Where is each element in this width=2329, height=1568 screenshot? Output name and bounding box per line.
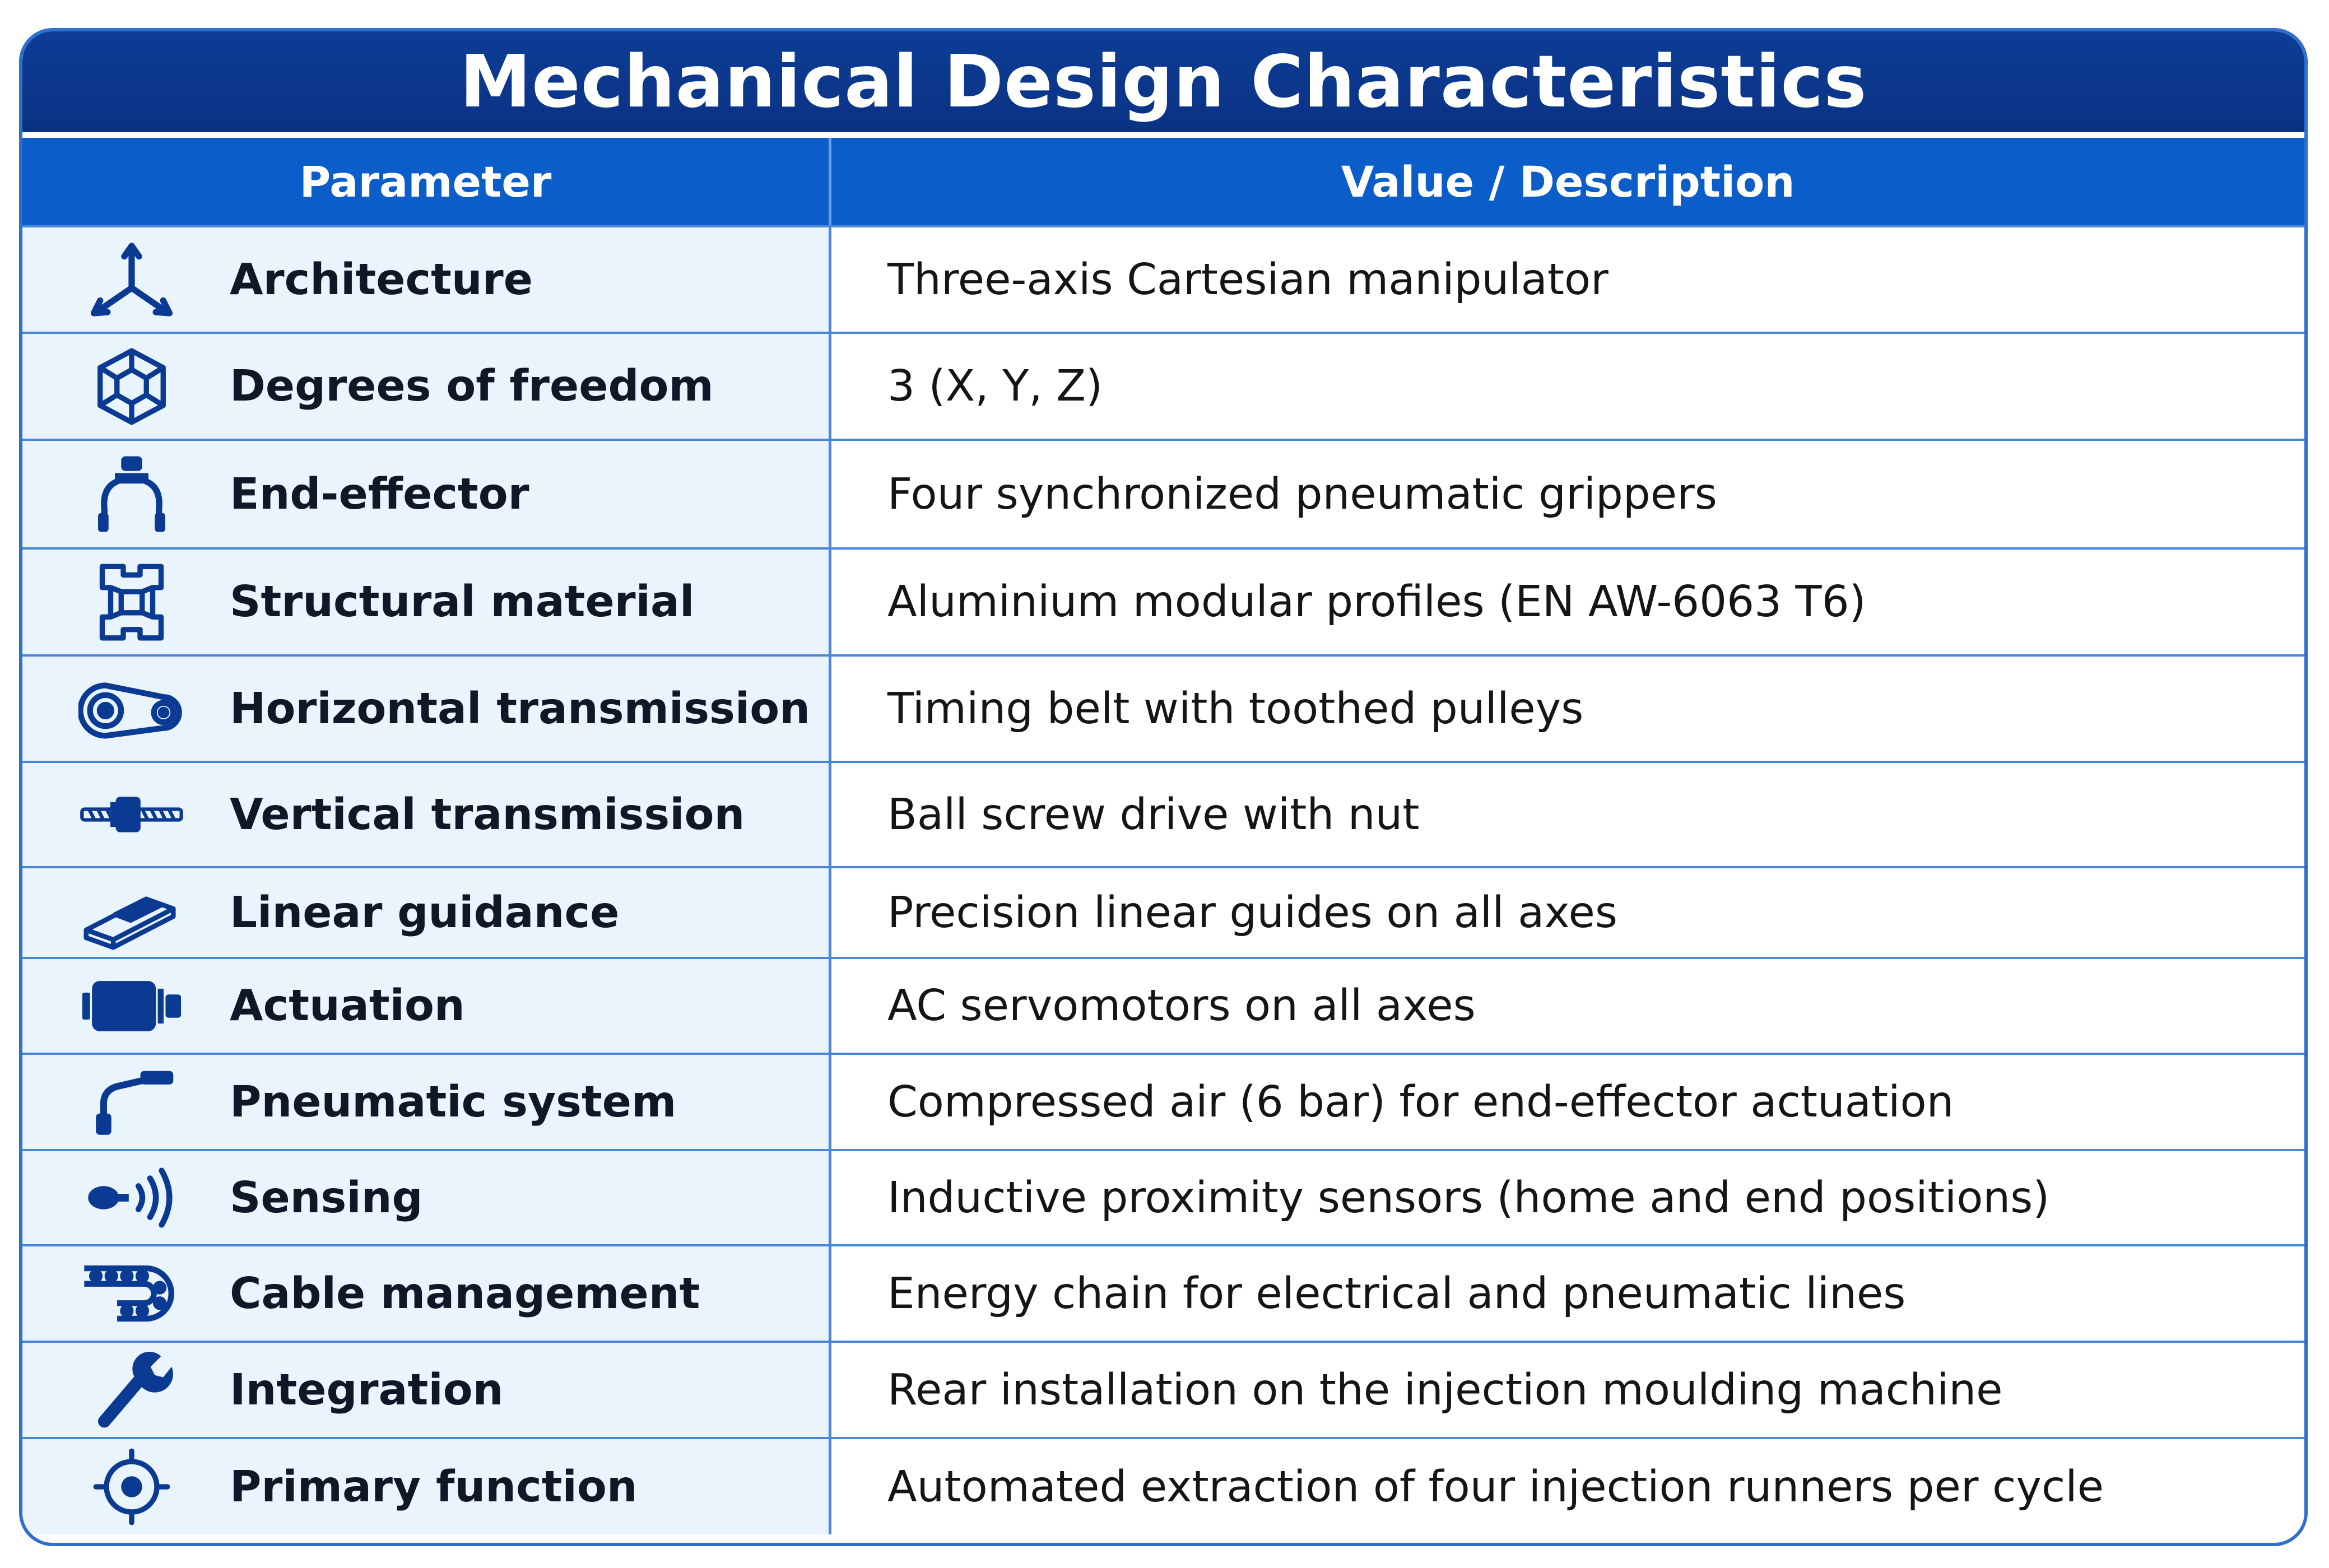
column-header-parameter: Parameter	[22, 138, 831, 225]
parameter-cell	[22, 1055, 831, 1149]
table-row	[22, 332, 2304, 439]
proximity-sensor-icon	[73, 1156, 190, 1240]
page-title: Mechanical Design Characteristics	[459, 40, 1867, 124]
table-row	[22, 1244, 2304, 1341]
ball-screw-icon	[73, 773, 190, 857]
belt-pulley-icon	[73, 667, 190, 751]
table-row	[22, 547, 2304, 654]
parameter-label: Pneumatic system	[230, 1077, 677, 1127]
value-cell	[831, 1151, 2304, 1244]
parameter-label: Horizontal transmission	[230, 683, 811, 734]
parameter-label: Integration	[230, 1365, 504, 1415]
value-cell	[831, 959, 2304, 1053]
parameter-cell	[22, 550, 831, 654]
value-cell	[831, 763, 2304, 866]
parameter-cell	[22, 868, 831, 957]
aluminium-profile-icon	[73, 560, 190, 644]
value-text: Timing belt with toothed pulleys	[887, 683, 1584, 734]
value-cell	[831, 334, 2304, 439]
cube-icon	[73, 345, 190, 429]
pneumatic-hose-icon	[73, 1060, 190, 1144]
value-text: Aluminium modular profiles (EN AW-6063 T6)	[887, 577, 1866, 627]
parameter-cell	[22, 1439, 831, 1534]
parameter-label: Primary function	[230, 1462, 638, 1512]
value-cell	[831, 1246, 2304, 1341]
title-bar	[22, 31, 2304, 138]
parameter-cell	[22, 763, 831, 866]
gripper-icon	[73, 452, 190, 536]
value-text: 3 (X, Y, Z)	[887, 361, 1103, 411]
table-row	[22, 957, 2304, 1053]
table-row	[22, 1341, 2304, 1437]
parameter-label: Linear guidance	[230, 887, 620, 938]
value-cell	[831, 1439, 2304, 1534]
parameter-cell	[22, 334, 831, 439]
value-cell	[831, 868, 2304, 957]
value-text: Precision linear guides on all axes	[887, 887, 1617, 938]
table-row	[22, 1149, 2304, 1244]
value-cell	[831, 657, 2304, 761]
table-row	[22, 1437, 2304, 1534]
target-icon	[73, 1445, 190, 1529]
table-row	[22, 1053, 2304, 1149]
table-row	[22, 439, 2304, 547]
parameter-cell	[22, 1246, 831, 1341]
value-text: Three-axis Cartesian manipulator	[887, 254, 1609, 305]
parameter-cell	[22, 441, 831, 547]
value-text: Rear installation on the injection moulding machine	[887, 1365, 2003, 1415]
value-text: Inductive proximity sensors (home and end positions)	[887, 1172, 2050, 1223]
value-text: Four synchronized pneumatic grippers	[887, 469, 1717, 519]
value-text: Automated extraction of four injection runners per cycle	[887, 1462, 2104, 1512]
value-cell	[831, 441, 2304, 547]
parameter-label: End-effector	[230, 469, 529, 519]
value-cell	[831, 550, 2304, 654]
value-cell	[831, 1055, 2304, 1149]
parameter-cell	[22, 1343, 831, 1437]
servomotor-icon	[73, 964, 190, 1048]
parameter-label: Structural material	[230, 577, 695, 627]
parameter-label: Vertical transmission	[230, 789, 745, 840]
linear-guide-icon	[73, 871, 190, 955]
parameter-label: Architecture	[230, 254, 533, 305]
parameter-cell	[22, 227, 831, 332]
characteristics-table	[19, 28, 2308, 1546]
column-header-value: Value / Description	[1341, 156, 1795, 207]
value-text: Ball screw drive with nut	[887, 789, 1420, 840]
parameter-cell	[22, 1151, 831, 1244]
value-text: Energy chain for electrical and pneumatic lines	[887, 1268, 1906, 1319]
parameter-label: Sensing	[230, 1172, 423, 1223]
parameter-cell	[22, 959, 831, 1053]
table-row	[22, 225, 2304, 332]
energy-chain-icon	[73, 1251, 190, 1336]
table-row	[22, 761, 2304, 866]
value-cell	[831, 227, 2304, 332]
value-cell	[831, 1343, 2304, 1437]
table-header	[22, 138, 2304, 225]
parameter-label: Degrees of freedom	[230, 361, 714, 411]
value-text: AC servomotors on all axes	[887, 981, 1476, 1031]
value-text: Compressed air (6 bar) for end-effector actuation	[887, 1077, 1954, 1127]
table-row	[22, 654, 2304, 761]
wrench-icon	[73, 1348, 190, 1432]
parameter-label: Actuation	[230, 981, 465, 1031]
table-row	[22, 866, 2304, 957]
parameter-label: Cable management	[230, 1268, 700, 1319]
parameter-cell	[22, 657, 831, 761]
axes-icon	[73, 238, 190, 322]
